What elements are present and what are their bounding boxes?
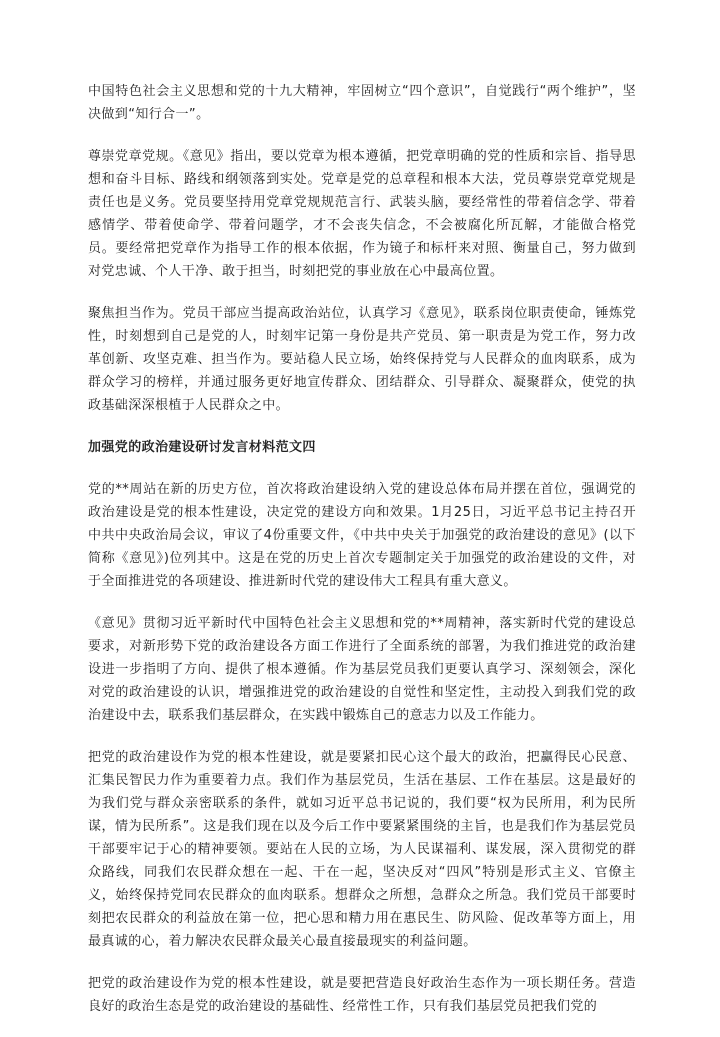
paragraph-intro: 中国特色社会主义思想和党的十九大精神，牢固树立“四个意识”，自觉践行“两个维护”，坚决做到“知行合一”。: [88, 84, 636, 122]
paragraph-focus-on-responsibility: 聚焦担当作为。党员干部应当提高政治站位，认真学习《意见》，联系岗位职责使命，锤炼党性，时刻想到自己是党的人，时刻牢记第一身份是共产党员、第一职责是为党工作，努力改革创新、攻坚克难、担当作为。要站稳人民立场，始终保持党与人民群众的血肉联系，成为群众学习的榜样，并通过服务更好地宣传群众、团结群众、引导群众、凝聚群众，使党的执政基础深深根植于人民群众之中。: [88, 306, 636, 413]
document-page: [88, 80, 636, 1037]
paragraph-political-ecology: 把党的政治建设作为党的根本性建设，就是要把营造良好政治生态作为一项长期任务。营造良好的政治生态是党的政治建设的基础性、经常性工作，只有我们基层党员把我们党的: [88, 976, 636, 1014]
paragraph-respect-party-constitution: 尊崇党章党规。《意见》指出，要以党章为根本遵循，把党章明确的党的性质和宗旨、指导思想和奋斗目标、路线和纲领落到实处。党章是党的总章程和根本大法，党员尊崇党章党规是责任也是义务。党员要坚持用党章党规规范言行、武装头脑，要经常性的带着信念学、带着感情学、带着使命学、带着问题学，才不会丧失信念，不会被腐化所瓦解，才能做合格党员。要经常把党章作为指导工作的根本依据，作为镜子和标杆来对照、衡量自己，努力做到对党忠诚、个人干净、敢于担当，时刻把党的事业放在心中最高位置。: [88, 149, 636, 279]
paragraph-opinion-implementation: 《意见》贯彻习近平新时代中国特色社会主义思想和党的**周精神，落实新时代党的建设总要求，对新形势下党的政治建设各方面工作进行了全面系统的部署，为我们推进党的政治建设进一步指明了方向、提供了根本遵循。作为基层党员我们更要认真学习、深刻领会，深化对党的政治建设的认识，增强推进党的政治建设的自觉性和坚定性，主动投入到我们党的政治建设中去，联系我们基层群众，在实践中锻炼自己的意志力以及工作能力。: [88, 616, 636, 723]
paragraph-political-construction: 党的**周站在新的历史方位，首次将政治建设纳入党的建设总体布局并摆在首位，强调党的政治建设是党的根本性建设，决定党的建设方向和效果。1月25日，习近平总书记主持召开中共中央政治局会议，审议了4份重要文件，《中共中央关于加强党的政治建设的意见》(以下简称《意见》)位列其中。这是在党的历史上首次专题制定关于加强党的政治建设的文件，对于全面推进党的各项建设、推进新时代党的建设伟大工程具有重大意义。: [88, 482, 636, 589]
section-heading: 加强党的政治建设研讨发言材料范文四: [88, 440, 316, 455]
paragraph-win-public-support: 把党的政治建设作为党的根本性建设，就是要紧扣民心这个最大的政治，把赢得民心民意、汇集民智民力作为重要着力点。我们作为基层党员，生活在基层、工作在基层。这是最好的为我们党与群众亲密联系的条件，就如习近平总书记说的，我们要“权为民所用，利为民所谋，情为民所系”。这是我们现在以及今后工作中要紧紧围绕的主旨，也是我们作为基层党员干部要牢记于心的精神要领。要站在人民的立场，为人民谋福利、谋发展，深入贯彻党的群众路线，同我们农民群众想在一起、干在一起，坚决反对“四风”特别是形式主义、官僚主义，始终保持党同农民群众的血肉联系。想群众之所想，急群众之所急。我们党员干部要时刻把农民群众的利益放在第一位，把心思和精力用在惠民生、防风险、促改革等方面上，用最真诚的心，着力解决农民群众最关心最直接最现实的利益问题。: [88, 750, 636, 949]
